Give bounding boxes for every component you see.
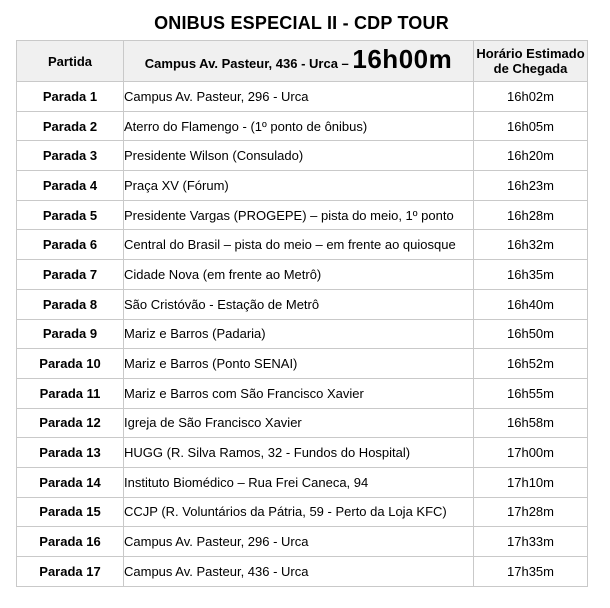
time-cell: 16h55m [474, 378, 588, 408]
table-row [17, 378, 588, 408]
table-row [17, 111, 588, 141]
location-cell: Instituto Biomédico – Rua Frei Caneca, 94 [124, 467, 474, 497]
location-cell: Campus Av. Pasteur, 436 - Urca [124, 557, 474, 587]
table-row [17, 527, 588, 557]
header-row [17, 41, 588, 82]
time-cell: 17h10m [474, 467, 588, 497]
time-cell: 16h20m [474, 141, 588, 171]
table-row [17, 467, 588, 497]
location-cell: Mariz e Barros com São Francisco Xavier [124, 378, 474, 408]
table-row [17, 171, 588, 201]
table-row [17, 497, 588, 527]
stop-cell: Parada 17 [17, 557, 124, 587]
time-cell: 16h50m [474, 319, 588, 349]
stop-cell: Parada 5 [17, 200, 124, 230]
time-cell: 16h23m [474, 171, 588, 201]
table-row [17, 319, 588, 349]
stop-cell: Parada 7 [17, 260, 124, 290]
table-row [17, 141, 588, 171]
stop-cell: Parada 1 [17, 82, 124, 112]
time-cell: 17h28m [474, 497, 588, 527]
location-cell: Cidade Nova (em frente ao Metrô) [124, 260, 474, 290]
header-arrival-column [474, 41, 588, 82]
location-cell: Campus Av. Pasteur, 296 - Urca [124, 82, 474, 112]
stop-cell: Parada 2 [17, 111, 124, 141]
table-row [17, 82, 588, 112]
stop-cell: Parada 9 [17, 319, 124, 349]
time-cell: 16h52m [474, 349, 588, 379]
time-cell: 16h35m [474, 260, 588, 290]
location-cell: Presidente Wilson (Consulado) [124, 141, 474, 171]
stop-cell: Parada 14 [17, 467, 124, 497]
table-row [17, 230, 588, 260]
table-row [17, 408, 588, 438]
table-row [17, 557, 588, 587]
location-cell: Mariz e Barros (Padaria) [124, 319, 474, 349]
stop-cell: Parada 11 [17, 378, 124, 408]
table-row [17, 349, 588, 379]
time-cell: 16h05m [474, 111, 588, 141]
location-cell: Igreja de São Francisco Xavier [124, 408, 474, 438]
time-cell: 16h28m [474, 200, 588, 230]
location-cell: Campus Av. Pasteur, 296 - Urca [124, 527, 474, 557]
location-cell: Central do Brasil – pista do meio – em frente ao quiosque [124, 230, 474, 260]
stop-cell: Parada 6 [17, 230, 124, 260]
time-cell: 16h58m [474, 408, 588, 438]
stop-cell: Parada 8 [17, 289, 124, 319]
header-departure-time: 16h00m [352, 43, 453, 74]
header-arrival-label: Horário Estimado de Chegada [476, 46, 585, 76]
location-cell: HUGG (R. Silva Ramos, 32 - Fundos do Hospital) [124, 438, 474, 468]
location-cell: Praça XV (Fórum) [124, 171, 474, 201]
schedule-table [16, 40, 588, 587]
table-row [17, 289, 588, 319]
stop-cell: Parada 4 [17, 171, 124, 201]
stop-cell: Parada 13 [17, 438, 124, 468]
time-cell: 17h33m [474, 527, 588, 557]
schedule-body [17, 82, 588, 587]
table-row [17, 438, 588, 468]
time-cell: 17h00m [474, 438, 588, 468]
time-cell: 16h40m [474, 289, 588, 319]
time-cell: 16h02m [474, 82, 588, 112]
header-route-cell [124, 41, 474, 82]
location-cell: CCJP (R. Voluntários da Pátria, 59 - Perto da Loja KFC) [124, 497, 474, 527]
table-row [17, 200, 588, 230]
stop-cell: Parada 15 [17, 497, 124, 527]
stop-cell: Parada 16 [17, 527, 124, 557]
header-route-origin: Campus Av. Pasteur, 436 - Urca – [144, 55, 353, 71]
time-cell: 17h35m [474, 557, 588, 587]
stop-cell: Parada 10 [17, 349, 124, 379]
time-cell: 16h32m [474, 230, 588, 260]
page-title: ONIBUS ESPECIAL II - CDP TOUR [154, 13, 449, 33]
table-row [17, 260, 588, 290]
stop-cell: Parada 3 [17, 141, 124, 171]
location-cell: São Cristóvão - Estação de Metrô [124, 289, 474, 319]
location-cell: Mariz e Barros (Ponto SENAI) [124, 349, 474, 379]
location-cell: Aterro do Flamengo - (1º ponto de ônibus) [124, 111, 474, 141]
location-cell: Presidente Vargas (PROGEPE) – pista do meio, 1º ponto [124, 200, 474, 230]
stop-cell: Parada 12 [17, 408, 124, 438]
header-departure-column: Partida [17, 41, 124, 82]
